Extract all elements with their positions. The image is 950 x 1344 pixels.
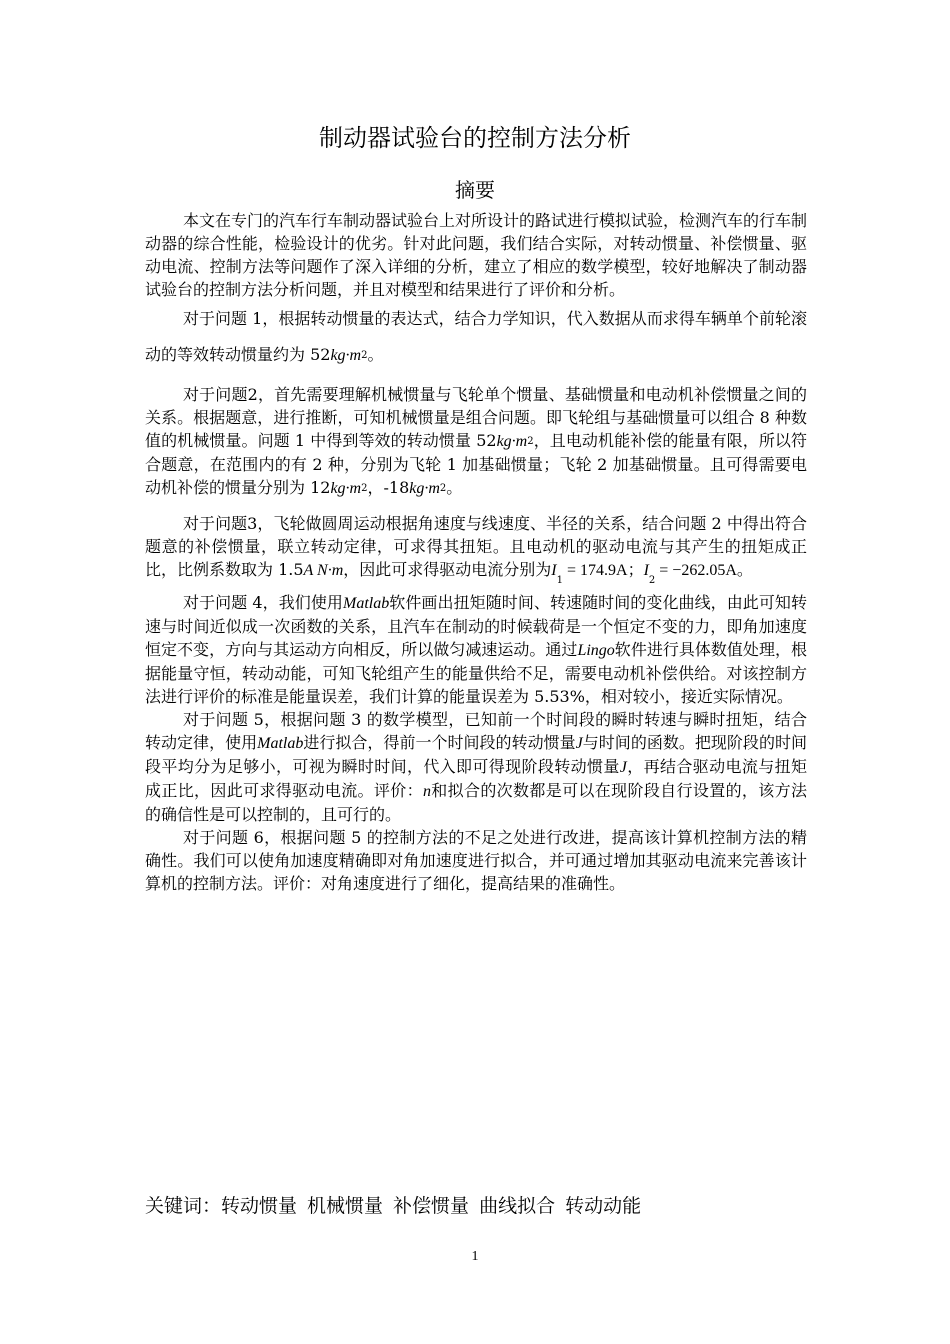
current-i1-symbol: I — [551, 562, 557, 579]
software-matlab: Matlab — [343, 595, 390, 612]
keyword-item: 机械惯量 — [307, 1195, 384, 1217]
current-i2-value: = −262.05A — [655, 562, 737, 579]
current-i2-symbol: I — [643, 562, 649, 579]
paper-title: 制动器试验台的控制方法分析 — [319, 124, 631, 152]
abstract-paragraph-q5: 对于问题 5，根据问题 3 的数学模型，已知前一个时间段的瞬时转速与瞬时扭矩，结合转动定律，使用Matlab进行拟合，得前一个时间段的转动惯量J与时间的函数。把现阶段的时间段平均分为足够小，可视为瞬时时间，代入即可得现阶段转动惯量J，再结合驱动电流与扭矩成正比，因此可求得驱动电流。评价：n和拟合的次数都是可以在现阶段自行设置的，该方法的确信性是可以控制的，且可行的。 — [145, 710, 807, 824]
keyword-item: 转动动能 — [565, 1195, 642, 1217]
keywords-label: 关键词： — [145, 1195, 222, 1217]
software-lingo: Lingo — [577, 642, 615, 659]
abstract-paragraph-q6: 对于问题 6，根据问题 5 的控制方法的不足之处进行改进，提高该计算机控制方法的精确性。我们可以使角加速度精确即对角加速度进行拟合，并可通过增加其驱动电流来完善该计算机的控制方法。评价：对角速度进行了细化，提高结果的准确性。 — [145, 828, 807, 893]
abstract-paragraph-q2: 对于问题2，首先需要理解机械惯量与飞轮单个惯量、基础惯量和电动机补偿惯量之间的关系。根据题意，进行推断，可知机械惯量是组合问题。即飞轮组与基础惯量可以组合 8 种数值的机械惯量。问题 1 中得到等效的转动惯量 $52kg\cdot m^2$，且电动机能补偿的能量有限，所以符合题意，在范围内的有 2 种，分别为飞轮 1 加基础惯量；飞轮 2 加基础惯量。且可得需要电动机补偿的惯量分别为 $12kg\cdot m^2$，$-18kg\cdot m^2$。 — [145, 385, 807, 497]
abstract-paragraph-q1: 对于问题 1，根据转动惯量的表达式，结合力学知识，代入数据从而求得车辆单个前轮滚动的等效转动惯量约为 $52kg\cdot m^2$。 — [145, 309, 807, 364]
abstract-paragraph-intro: 本文在专门的汽车行车制动器试验台上对所设计的路试进行模拟试验，检测汽车的行车制动器的综合性能，检验设计的优劣。针对此问题，我们结合实际，对转动惯量、补偿惯量、驱动电流、控制方法等问题作了深入详细的分析，建立了相应的数学模型，较好地解决了制动器试验台的控制方法分析问题，并且对模型和结果进行了评价和分析。 — [145, 211, 808, 299]
abstract-paragraph-q4: 对于问题 4，我们使用Matlab软件画出扭矩随时间、转速随时间的变化曲线，由此可知转速与时间近似成一次函数的关系，且汽车在制动的时候载荷是一个恒定不变的力，即角加速度恒定不变，方向与其运动方向相反，所以做匀减速运动。通过Lingo软件进行具体数值处理，根据能量守恒，转动动能，可知飞轮组产生的能量供给不足，需要电动机补偿供给。对该控制方法进行评价的标准是能量误差，我们计算的能量误差为 5.53%，相对较小，接近实际情况。 — [145, 593, 807, 706]
keyword-item: 补偿惯量 — [393, 1195, 470, 1217]
keywords-line — [145, 1191, 807, 1221]
page-number: 1 — [471, 1249, 479, 1264]
abstract-body — [145, 209, 807, 895]
abstract-heading: 摘要 — [455, 178, 495, 202]
keyword-item: 转动惯量 — [221, 1195, 298, 1217]
unit-kgm: kg·m — [330, 347, 362, 364]
current-i1-value: = 174.9A — [562, 562, 628, 579]
keyword-item: 曲线拟合 — [479, 1195, 556, 1217]
abstract-paragraph-q3: 对于问题3，飞轮做圆周运动根据角速度与线速度、半径的关系，结合问题 2 中得出符合题意的补偿惯量，联立转动定律，可求得其扭矩。且电动机的驱动电流与其产生的扭矩成正比，比例系数取为 1.5A N·m，因此可求得驱动电流分别为$I_1 = 174.9A$；$I_2 = -262.05A$。 — [145, 514, 807, 586]
